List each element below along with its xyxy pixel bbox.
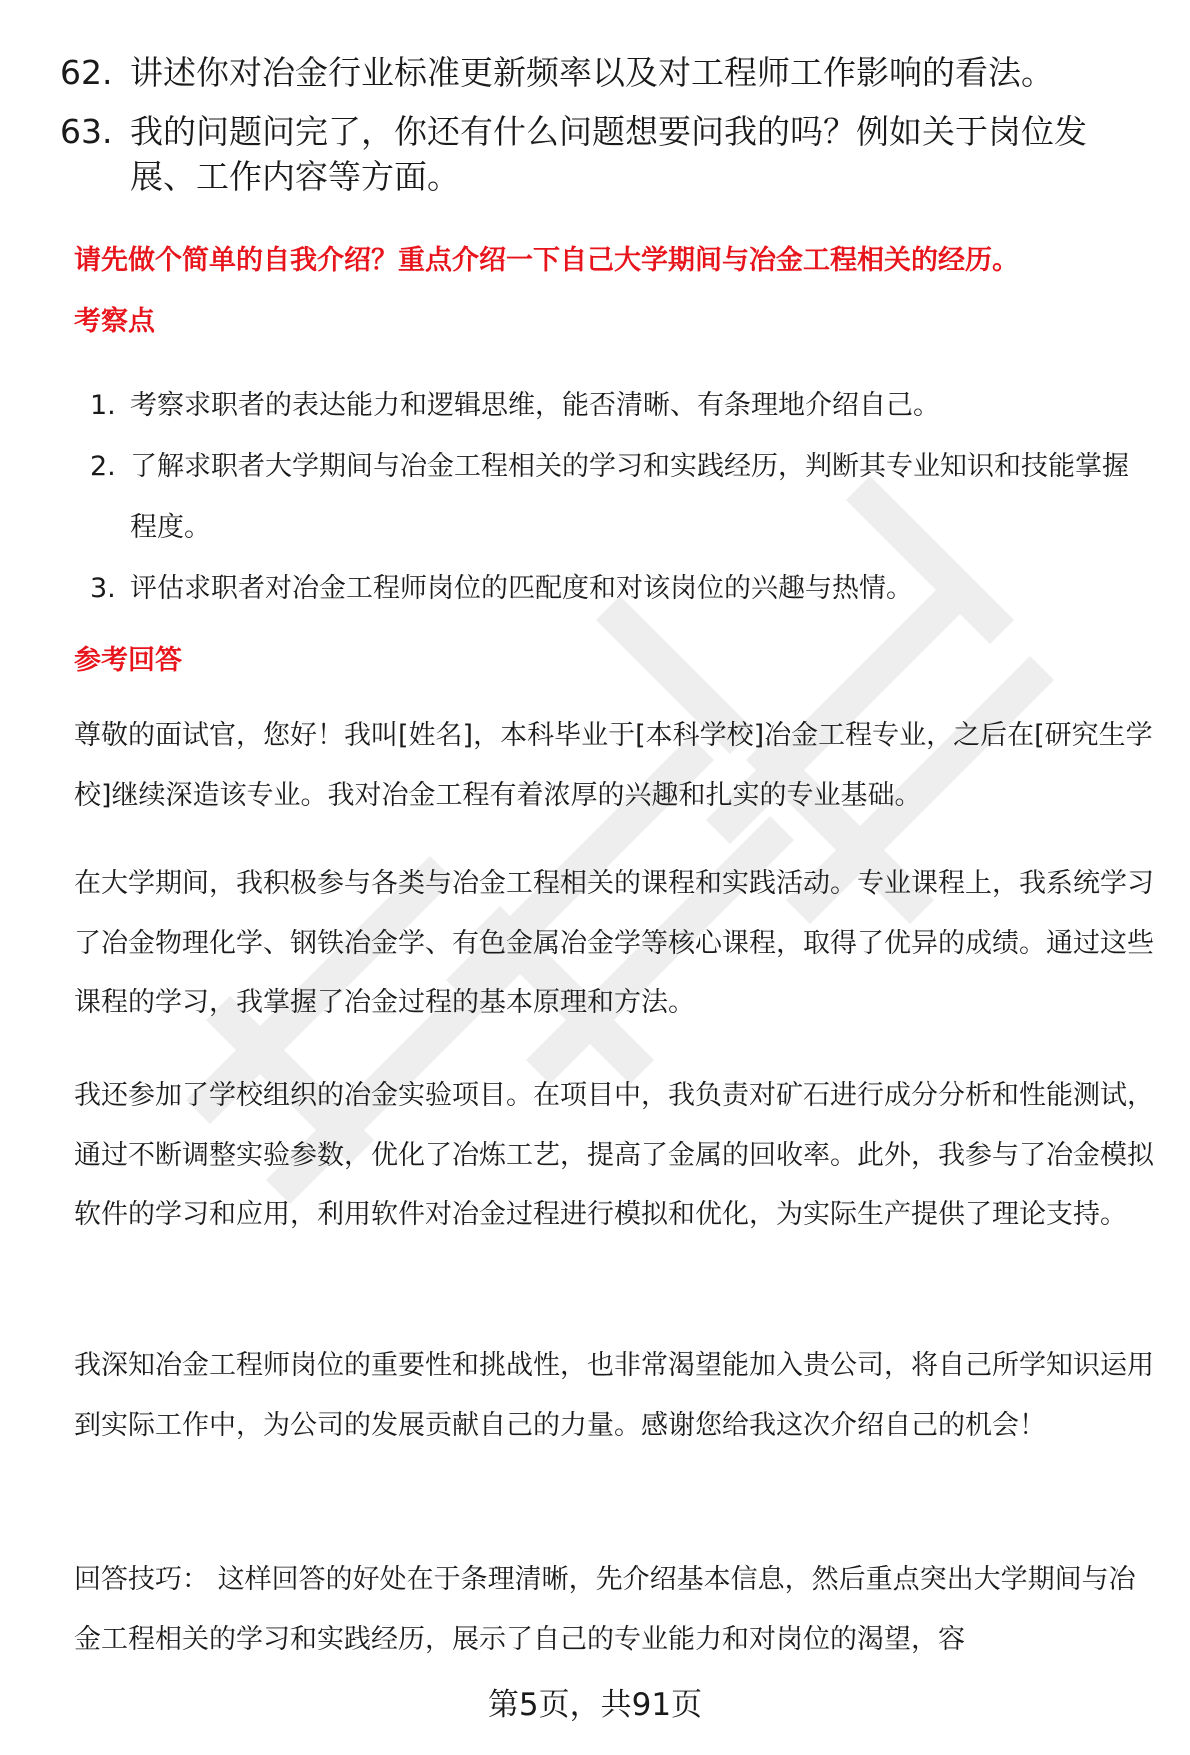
- answer-tips-paragraph: 回答技巧： 这样回答的好处在于条理清晰，先介绍基本信息，然后重点突出大学期间与冶金工程相关的学习和实践经历，展示了自己的专业能力和对岗位的渴望，容: [74, 1564, 1136, 1655]
- answer-paragraph: 尊敬的面试官，您好！我叫[姓名]，本科毕业于[本科学校]冶金工程专业，之后在[研究生学校]继续深造该专业。我对冶金工程有着浓厚的兴趣和扎实的专业基础。: [74, 720, 1153, 811]
- list-text: 了解求职者大学期间与冶金工程相关的学习和实践经历，判断其专业知识和技能掌握程度。: [130, 451, 1129, 543]
- question-item: [60, 50, 1140, 95]
- list-item: [90, 436, 1140, 558]
- list-item: [90, 558, 1140, 619]
- question-item: [60, 109, 1140, 199]
- interview-question-heading: 请先做个简单的自我介绍？重点介绍一下自己大学期间与冶金工程相关的经历。: [74, 245, 1019, 276]
- reference-answer-heading: 参考回答: [74, 645, 182, 676]
- answer-paragraph: 在大学期间，我积极参与各类与冶金工程相关的课程和实践活动。专业课程上，我系统学习了冶金物理化学、钢铁冶金学、有色金属冶金学等核心课程，取得了优异的成绩。通过这些课程的学习，我掌握了冶金过程的基本原理和方法。: [74, 868, 1154, 1018]
- list-number: 1.: [90, 390, 116, 421]
- answer-paragraph: 我还参加了学校组织的冶金实验项目。在项目中，我负责对矿石进行成分分析和性能测试，通过不断调整实验参数，优化了冶炼工艺，提高了金属的回收率。此外，我参与了冶金模拟软件的学习和应用，利用软件对冶金过程进行模拟和优化，为实际生产提供了理论支持。: [74, 1080, 1154, 1230]
- list-text: 评估求职者对冶金工程师岗位的匹配度和对该岗位的兴趣与热情。: [130, 573, 913, 604]
- list-number: 3.: [90, 573, 116, 604]
- question-number: 63.: [60, 112, 113, 151]
- page-footer: 第5页，共91页: [487, 1687, 703, 1723]
- question-text: 讲述你对冶金行业标准更新频率以及对工程师工作影响的看法。: [130, 53, 1054, 92]
- question-text: 我的问题问完了，你还有什么问题想要问我的吗？例如关于岗位发展、工作内容等方面。: [130, 112, 1087, 196]
- list-text: 考察求职者的表达能力和逻辑思维，能否清晰、有条理地介绍自己。: [130, 390, 940, 421]
- question-number: 62.: [60, 53, 113, 92]
- list-number: 2.: [90, 451, 116, 482]
- list-item: [90, 375, 1140, 436]
- assessment-points-list: [90, 375, 1140, 619]
- assessment-points-heading: 考察点: [74, 306, 155, 337]
- answer-paragraph: 我深知冶金工程师岗位的重要性和挑战性，也非常渴望能加入贵公司，将自己所学知识运用到实际工作中，为公司的发展贡献自己的力量。感谢您给我这次介绍自己的机会！: [74, 1350, 1154, 1441]
- question-list: [60, 50, 1140, 213]
